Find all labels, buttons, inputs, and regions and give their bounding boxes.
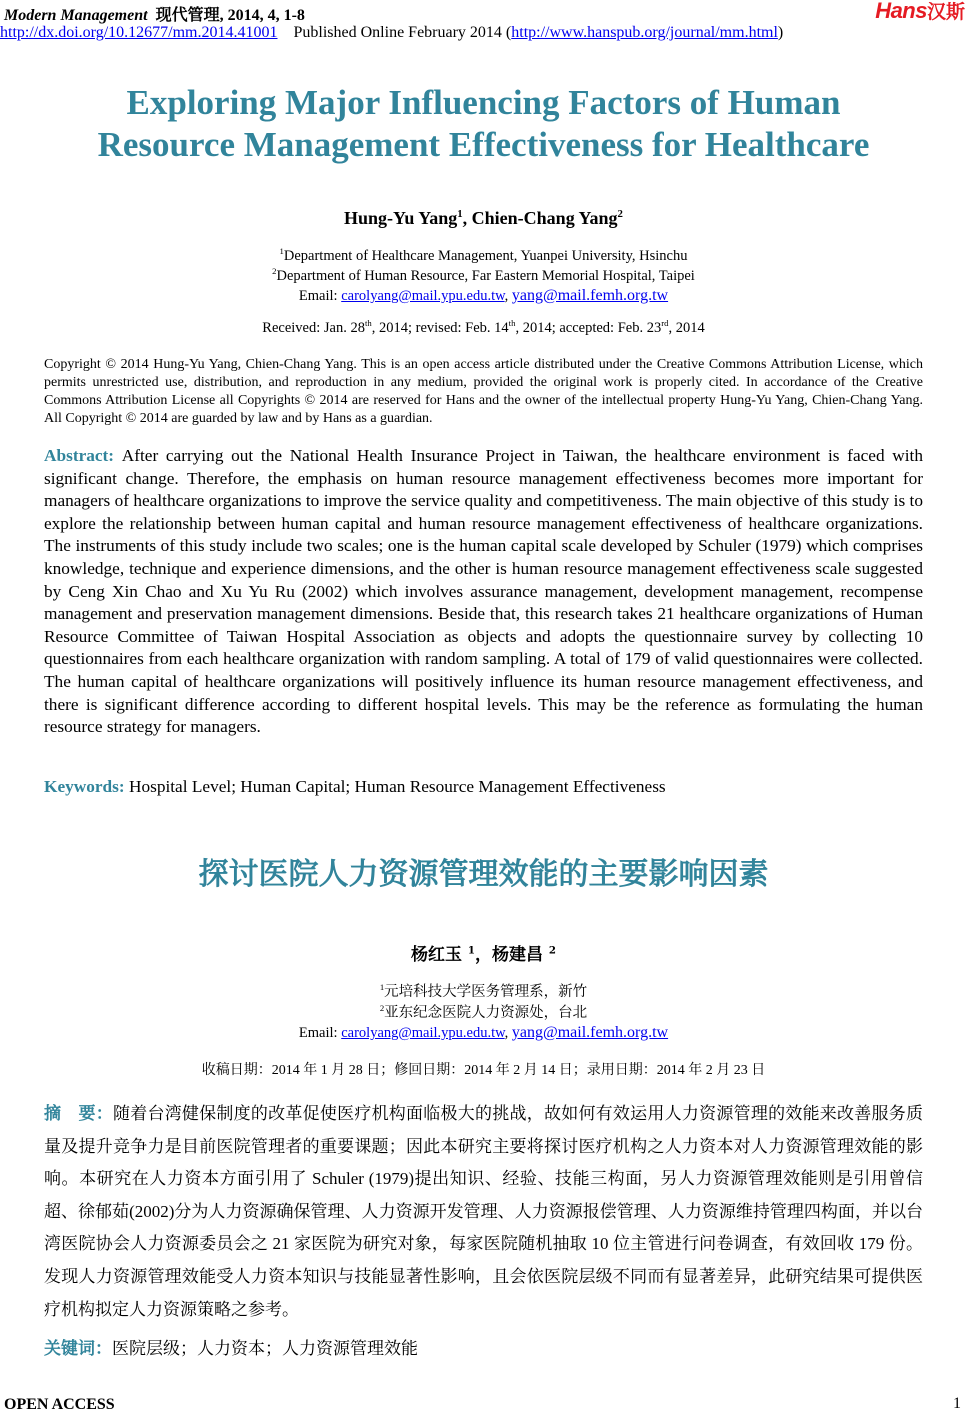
affil-text: 元培科技大学医务管理系，新竹 (384, 984, 588, 1000)
affiliation (0, 1003, 967, 1024)
ordinal: rd (661, 318, 669, 329)
journal-name: Modern Management (4, 7, 148, 24)
affiliation (0, 982, 967, 1003)
published-prefix: Published Online February 2014 ( (293, 24, 512, 41)
email-link[interactable]: carolyang@mail.ypu.edu.tw (341, 1025, 505, 1041)
author-name: Hung-Yu Yang (344, 208, 458, 228)
affil-mark: 1 (379, 982, 385, 993)
chinese-keywords-label: 关键词： (44, 1339, 112, 1359)
author-affil-mark: 2 (617, 208, 623, 220)
chinese-abstract-label: 摘 要： (44, 1104, 113, 1124)
received-dates (0, 320, 967, 337)
chinese-received-dates: 收稿日期：2014 年 1 月 28 日；修回日期：2014 年 2 月 14 日；录用日期：2014 年 2 月 23 日 (201, 1063, 766, 1078)
author-separator: ， (475, 945, 492, 965)
affil-mark: 2 (379, 1002, 385, 1013)
logo-text: Hans (875, 0, 927, 23)
email-line (0, 1023, 967, 1044)
chinese-abstract-text: 随着台湾健保制度的改革促使医疗机构面临极大的挑战，故如何有效运用人力资源管理的效能来改善服务质量及提升竞争力是目前医院管理者的重要课题；因此本研究主要将探讨医疗机构之人力资本对人力资源管理效能的影响。本研究在人力资本方面引用了 Schuler (1979)提出知识、经验、技能三构面，另人力资源管理效能则是引用曾信超、徐郁茹(2002)分为人力资源确保管理、人力资源开发管理、人力资源报偿管理、人力资源维持管理四构面，并以台湾医院协会人力资源委员会之 21 家医院为研究对象，每家医院随机抽取 10 位主管进行问卷调查，有效回收 179 份。发现人力资源管理效能受人力资本知识与技能显著性影响，且会依医院层级不同而有显著差异，此研究结果可提供医疗机构拟定人力资源策略之参考。 (44, 1104, 924, 1319)
year-suffix: , 2014 (668, 320, 705, 336)
received-date: Received: Jan. 28 (262, 320, 365, 336)
ordinal: th (508, 318, 516, 329)
email-label: Email: (298, 1025, 342, 1041)
email-line (0, 286, 967, 306)
paper-title (0, 82, 967, 166)
chinese-keywords (44, 1334, 923, 1359)
page-number: 1 (953, 1395, 961, 1412)
affiliations (0, 246, 967, 306)
keywords-text: Hospital Level; Human Capital; Human Resource Management Effectiveness (128, 777, 666, 796)
author-name: 杨建昌 (492, 945, 543, 965)
journal-link[interactable]: http://www.hanspub.org/journal/mm.html (511, 24, 778, 41)
authors (0, 208, 967, 229)
open-access-label: OPEN ACCESS (4, 1396, 115, 1413)
abstract-label: Abstract: (44, 446, 122, 465)
chinese-affiliations (0, 982, 967, 1044)
logo-text-cn: 汉斯 (926, 1, 965, 23)
accepted-date: , 2014; accepted: Feb. 23 (515, 320, 662, 336)
ordinal: th (364, 318, 372, 329)
affil-mark: 1 (279, 246, 284, 257)
email-link[interactable]: yang@mail.femh.org.tw (511, 287, 669, 304)
author-name: Chien-Chang Yang (471, 208, 618, 228)
author-separator: , (462, 208, 472, 228)
author-affil-mark: 2 (548, 944, 557, 957)
chinese-title: 探讨医院人力资源管理效能的主要影响因素 (198, 857, 769, 892)
journal-header (4, 2, 305, 25)
title-line-2: Resource Management Effectiveness for Healthcare (97, 125, 870, 164)
keywords-label: Keywords: (44, 777, 129, 796)
journal-issue: 现代管理, 2014, 4, 1-8 (155, 7, 305, 24)
author-name: 杨红玉 (410, 945, 462, 965)
author-affil-mark: 1 (467, 944, 475, 957)
email-link[interactable]: carolyang@mail.ypu.edu.tw (341, 288, 505, 304)
copyright-notice: Copyright © 2014 Hung-Yu Yang, Chien-Chang Yang. This is an open access article distributed under the Creative Commons Attribution License, which permits unrestricted use, distribution, and reproduction in any medium, provided the original work is properly cited. In accordance of the Creative Commons Attribution License all Copyrights © 2014 are reserved for Hans and the owner of the intellectual property Hung-Yu Yang, Chien-Chang Yang. All Copyright © 2014 are guarded by law and by Hans as a guardian. (44, 357, 923, 426)
abstract-text: After carrying out the National Health Insurance Project in Taiwan, the healthcare environment is faced with significant change. Therefore, the emphasis on human resource management effectiveness becomes more important for managers of healthcare organizations to improve the service quality and competitiveness. The main objective of this study is to explore the relationship between human capital and human resource management effectiveness of healthcare organizations. The instruments of this study include two scales; one is the human capital scale developed by Schuler (1979) which comprises knowledge, technique and experience dimensions, and the other is human resource management effectiveness scale suggested by Ceng Xin Chao and Xu Yu Ru (2002) which involves assurance management, development management, recompense management and preservation management dimensions. Beside that, this research takes 21 healthcare organizations of Human Resource Committee of Taiwan Hospital Association as objects and adopts the questionnaire survey by collecting 10 questionnaires from each healthcare organization with random sampling. A total of 179 of valid questionnaires were collected. The human capital of healthcare organizations will positively influence its human resource management effectiveness, and there is significant difference according to different hospital levels. This may be the reference as formulating the human resource strategy for managers. (44, 446, 923, 737)
author-affil-mark: 1 (457, 208, 463, 220)
email-label: Email: (298, 288, 342, 304)
chinese-abstract (44, 1098, 923, 1326)
hans-logo (875, 0, 965, 25)
email-link[interactable]: yang@mail.femh.org.tw (511, 1024, 669, 1041)
affil-text: Department of Healthcare Management, Yuanpei University, Hsinchu (283, 248, 688, 264)
affil-text: 亚东纪念医院人力资源处，台北 (384, 1004, 588, 1021)
chinese-keywords-text: 医院层级；人力资本；人力资源管理效能 (112, 1339, 418, 1358)
keywords (44, 777, 923, 797)
chinese-authors (0, 940, 967, 965)
published-suffix: ) (777, 24, 784, 41)
title-line-1: Exploring Major Influencing Factors of Human (126, 83, 841, 122)
affiliation (0, 266, 967, 286)
doi-link[interactable]: http://dx.doi.org/10.12677/mm.2014.41001 (0, 24, 278, 41)
revised-date: , 2014; revised: Feb. 14 (371, 320, 509, 336)
abstract (44, 445, 923, 739)
affil-text: Department of Human Resource, Far Eastern Memorial Hospital, Taipei (276, 268, 695, 284)
publication-line (0, 24, 783, 42)
affiliation (0, 246, 967, 266)
email-separator: , (504, 1025, 512, 1041)
email-separator: , (504, 288, 512, 304)
affil-mark: 2 (272, 266, 277, 277)
